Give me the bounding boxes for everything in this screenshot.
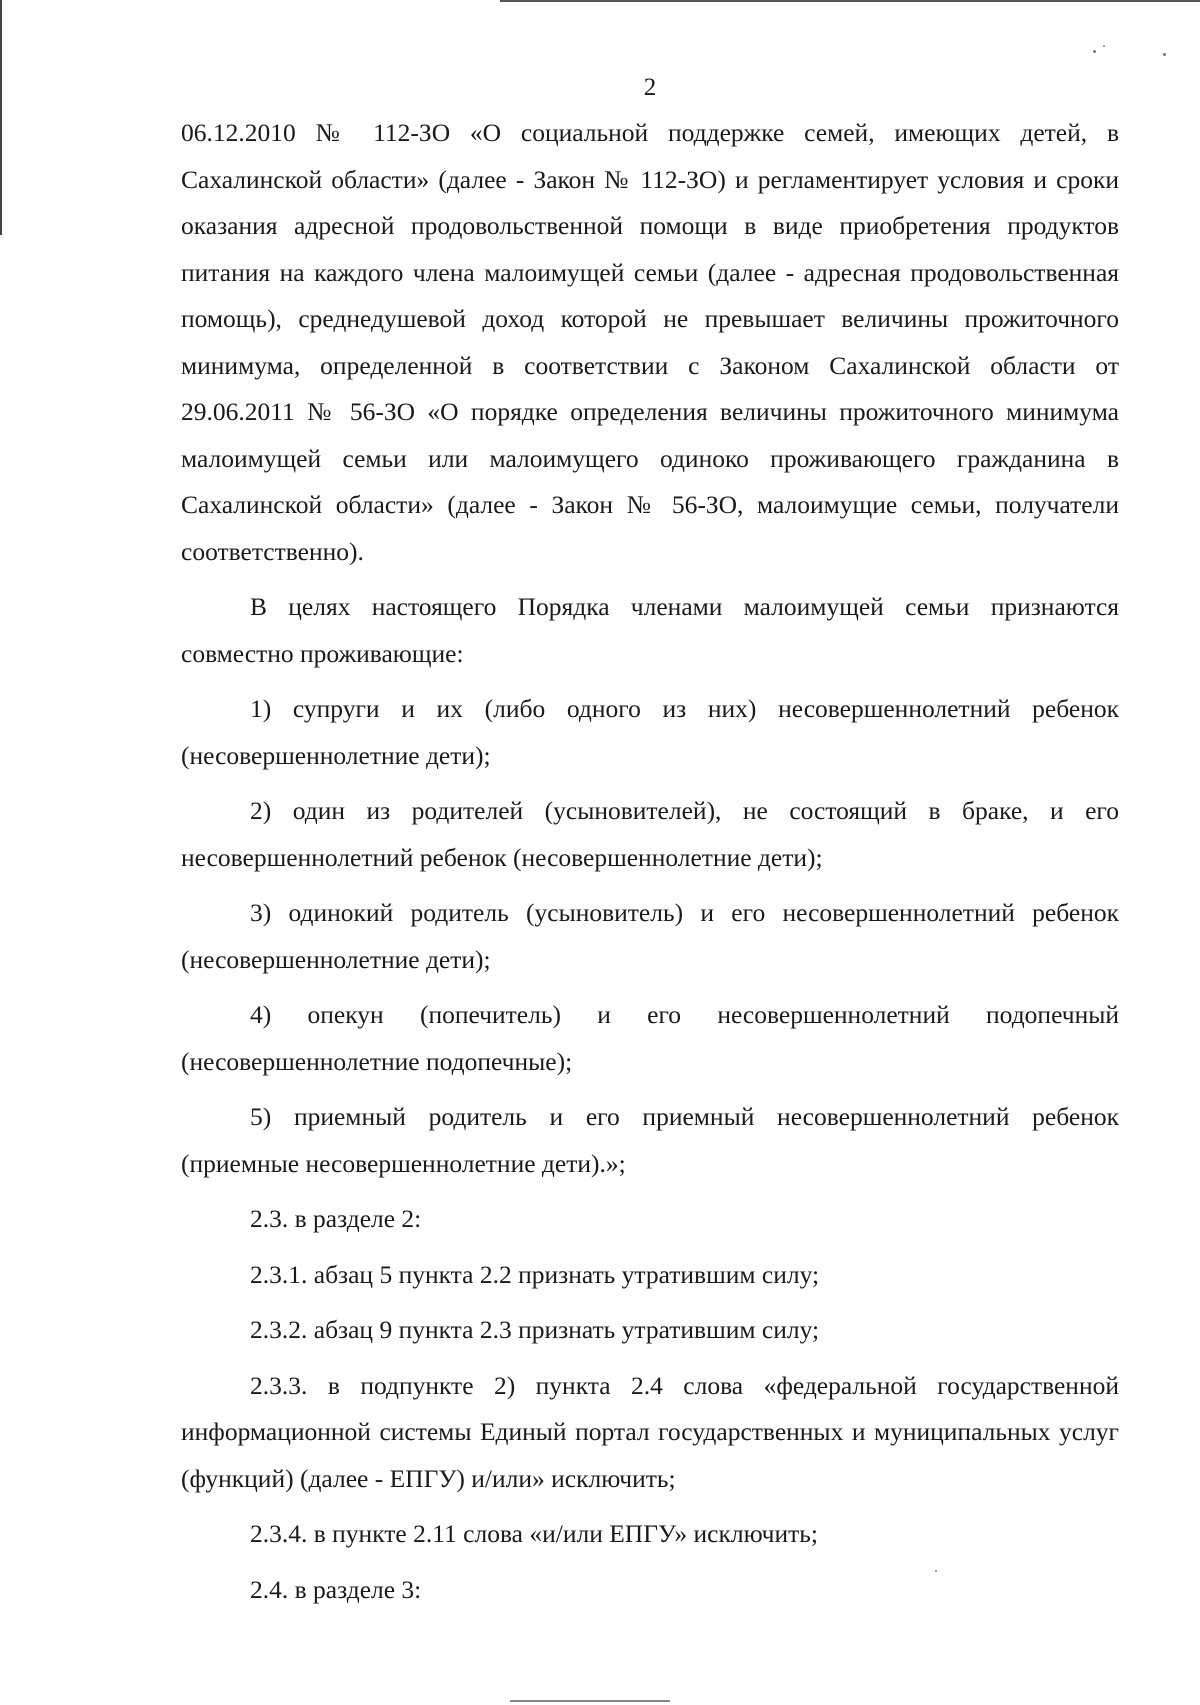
scan-speck [1103,45,1105,47]
scan-edge-line [500,0,1200,2]
amendment-item: 2.3.1. абзац 5 пункта 2.2 признать утратившим силу; [250,1259,820,1289]
paragraph-family-definition: В целях настоящего Порядка членами малоимущей семьи признаются совместно проживающие: [181,592,1119,668]
scan-speck [1093,50,1096,53]
amendment-item: 2.3. в разделе 2: [250,1204,422,1233]
scan-speck [1163,53,1166,56]
amendment-item: 2.3.4. в пункте 2.11 слова «и/или ЕПГУ» исключить; [250,1519,819,1548]
document-body [181,110,1119,1613]
scan-edge-line [0,0,2,235]
list-item: 1) супруги и их (либо одного из них) несовершеннолетний ребенок (несовершеннолетние дети); [181,694,1119,770]
list-item: 4) опекун (попечитель) и его несовершеннолетний подопечный (несовершеннолетние подопечные); [181,1000,1119,1076]
scan-edge-line [510,1700,670,1702]
amendment-item: 2.3.3. в подпункте 2) пункта 2.4 слова «федеральной государственной информационной системы Единый портал государственных и муниципальных услуг (функций) (далее - ЕПГУ) и/или» исключить; [181,1370,1119,1493]
list-item: 5) приемный родитель и его приемный несовершеннолетний ребенок (приемные несовершеннолетние дети).»; [181,1102,1119,1178]
page-number: 2 [643,74,657,101]
amendment-item: 2.3.2. абзац 9 пункта 2.3 признать утратившим силу; [250,1315,820,1344]
amendment-item: 2.4. в разделе 3: [250,1574,422,1604]
list-item: 3) одинокий родитель (усыновитель) и его несовершеннолетний ребенок (несовершеннолетние дети); [181,898,1119,974]
paragraph-continuation: 06.12.2010 № 112-ЗО «О социальной поддержке семей, имеющих детей, в Сахалинской области» (далее - Закон № 112-ЗО) и регламентирует условия и сроки оказания адресной продовольственной помощи в виде приобретения продуктов питания на каждого члена малоимущей семьи (далее - адресная продовольственная помощь), среднедушевой доход которой не превышает величины прожиточного минимума, определенной в соответствии с Законом Сахалинской области от 29.06.2011 № 56-ЗО «О порядке определения величины прожиточного минимума малоимущей семьи или малоимущего одиноко проживающего гражданина в Сахалинской области» (далее - Закон № 56-ЗО, малоимущие семьи, получатели соответственно). [181,118,1119,566]
list-item: 2) один из родителей (усыновителей), не состоящий в браке, и его несовершеннолетний ребенок (несовершеннолетние дети); [181,796,1119,872]
